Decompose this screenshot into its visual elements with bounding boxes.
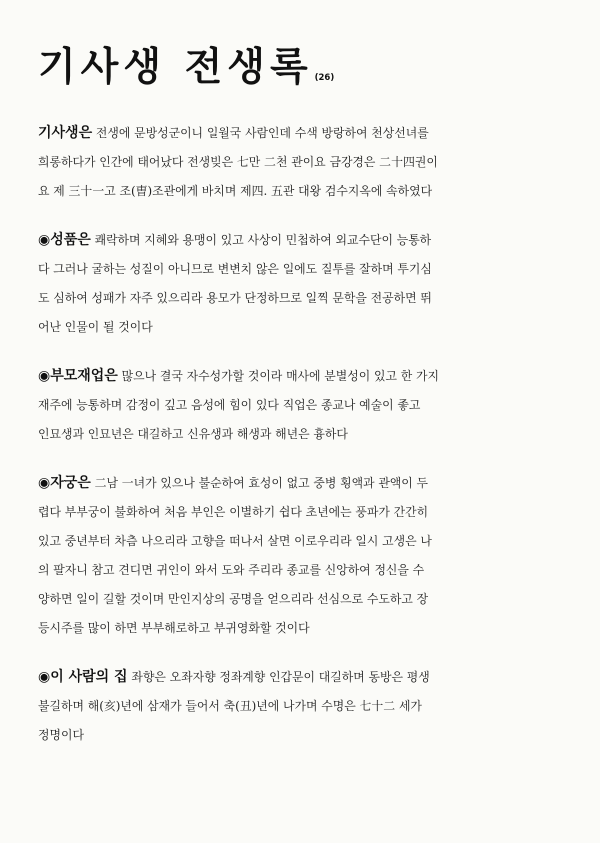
section-heading: 기사생은 [38, 125, 93, 141]
text-line: 불길하며 해(亥)년에 삼재가 들어서 축(丑)년에 나가며 수명은 七十二 세가 [38, 699, 422, 713]
line-text: 많으나 결국 자수성가할 것이라 매사에 분별성이 있고 한 가지 [117, 369, 440, 383]
text-line [38, 469, 562, 498]
text-line: 의 팔자니 참고 견디면 귀인이 와서 도와 주리라 종교를 신앙하여 정신을 수 [38, 563, 425, 577]
text-line: 다 그러나 굴하는 성질이 아니므로 변변치 않은 일에도 질투를 잘하며 투기심 [38, 262, 432, 276]
text-line [38, 226, 562, 255]
text-line: 희롱하다가 인간에 태어났다 전생빚은 七만 二천 관이요 금강경은 二十四권이 [38, 155, 438, 169]
text-line: 등시주를 많이 하면 부부해로하고 부귀영화할 것이다 [38, 621, 310, 635]
page-number: (26) [314, 73, 335, 83]
text-line: 요 제 三十一고 조(曺)조관에게 바치며 제四. 五관 대왕 검수지옥에 속하였다 [38, 184, 433, 198]
text-line [38, 119, 562, 148]
page-title: 기사생 전생록 [38, 44, 313, 90]
section-heading: ◉성품은 [38, 232, 91, 248]
text-line: 렵다 부부궁이 불화하여 처음 부인은 이별하기 쉽다 초년에는 풍파가 간간히 [38, 505, 429, 519]
section-heading: ◉자궁은 [38, 475, 91, 491]
text-line: 어난 인물이 될 것이다 [38, 320, 153, 334]
line-text: 좌향은 오좌자향 정좌계향 인갑문이 대길하며 동방은 평생 [127, 670, 430, 684]
text-line: 재주에 능통하며 감정이 깊고 음성에 힘이 있다 직업은 종교나 예술이 좋고 [38, 398, 421, 412]
line-text: 전생에 문방성군이니 일월국 사람인데 수색 방랑하여 천상선녀를 [92, 126, 429, 140]
text-line: 도 심하여 성패가 자주 있으리라 용모가 단정하므로 일찍 문학을 전공하면 뛰 [38, 291, 432, 305]
text-line: 있고 중년부터 차츰 나으리라 고향을 떠나서 살면 이로우리라 일시 고생은 나 [38, 534, 432, 548]
title-row [38, 44, 562, 90]
text-line [38, 362, 562, 391]
section-heading: ◉이 사람의 집 [38, 669, 128, 685]
paragraph-house [38, 663, 562, 750]
paragraph-parents-wealth [38, 362, 562, 449]
text-line: 인묘생과 인묘년은 대길하고 신유생과 해생과 해년은 흉하다 [38, 427, 348, 441]
text-line [38, 663, 562, 692]
text-line: 정명이다 [38, 728, 84, 742]
text-line: 양하면 일이 길할 것이며 만인지상의 공명을 얻으리라 선심으로 수도하고 장 [38, 592, 429, 606]
line-text: 쾌락하며 지혜와 용맹이 있고 사상이 민첩하여 외교수단이 능통하 [90, 233, 432, 247]
line-text: 二남 一녀가 있으나 불순하여 효성이 없고 중병 횡액과 관액이 두 [90, 476, 429, 490]
section-heading: ◉부모재업은 [38, 368, 118, 384]
paragraph-past-life [38, 119, 562, 206]
paragraph-children [38, 469, 562, 643]
paragraph-character [38, 226, 562, 342]
